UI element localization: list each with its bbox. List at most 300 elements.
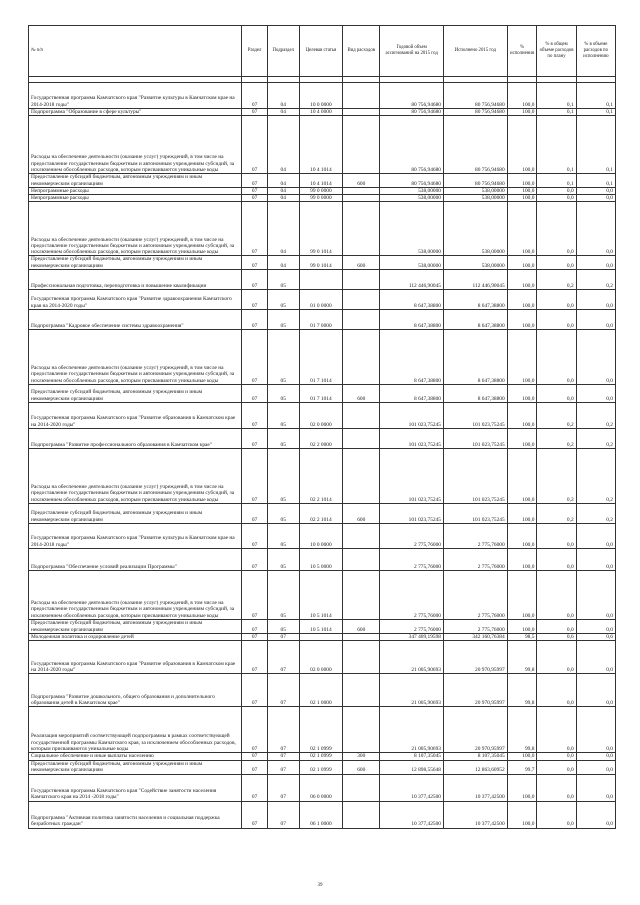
row-plan-cell: 112 446,90045 (380, 270, 444, 290)
row-name-cell: Государственная программа Камчатского края "Развитие образования в Камчатском крае на 2014-2020 годы" (29, 403, 242, 429)
row-vid-cell (343, 202, 380, 256)
row-percent-cell: 100,0 (507, 290, 537, 310)
row-vid-cell (343, 109, 380, 116)
row-razdel-cell: 07 (242, 310, 267, 330)
row-celevaya-cell: 10 5 1014 (299, 620, 343, 634)
table-row (29, 641, 616, 674)
table-body (29, 83, 616, 829)
row-name-cell: Подпрограмма "Образование в сфере культуры" (29, 109, 242, 116)
row-podrazdel-cell: 07 (267, 641, 299, 674)
row-share-executed-cell: 0,1 (576, 109, 615, 116)
row-name-cell: Молодежная политика и оздоровление детей (29, 634, 242, 641)
row-vid-cell (343, 641, 380, 674)
table-row (29, 549, 616, 571)
row-share-executed-cell: 0,0 (576, 549, 615, 571)
row-share-executed-cell: 0,2 (576, 449, 615, 504)
row-celevaya-cell: 10 4 1014 (299, 116, 343, 174)
row-share-plan-cell: 0,0 (537, 707, 576, 753)
header-share-executed: % в объеме расходов по исполнению (576, 26, 615, 77)
row-share-executed-cell: 0,2 (576, 504, 615, 524)
row-percent-cell: 100,0 (507, 109, 537, 116)
row-share-executed-cell: 0,0 (576, 524, 615, 549)
row-percent-cell: 99,7 (507, 760, 537, 774)
table-row (29, 753, 616, 760)
row-podrazdel-cell: 07 (267, 801, 299, 828)
row-plan-cell: 8 107,35045 (380, 753, 444, 760)
row-percent-cell: 99,8 (507, 707, 537, 753)
row-podrazdel-cell: 05 (267, 620, 299, 634)
row-celevaya-cell: 01 7 1014 (299, 330, 343, 385)
row-share-plan-cell: 0,0 (537, 674, 576, 707)
row-vid-cell (343, 801, 380, 828)
row-plan-cell: 2 775,76000 (380, 524, 444, 549)
row-name-cell: Реализация мероприятий соответствующей подпрограммы в рамках соответствующей государственной программы Камчатского края, за исключением обособленных расходов, которым присваиваются уникальные коды (29, 707, 242, 753)
table-row (29, 674, 616, 707)
row-vid-cell: 600 (343, 504, 380, 524)
row-celevaya-cell: 02 2 1014 (299, 449, 343, 504)
row-name-cell: Расходы на обеспечение деятельности (оказание услуг) учреждений, в том числе на предоставление государственным бюджетным и автономным учреждениям субсидий, за исключением обособленных расходов, которым присваиваются уникальные коды (29, 202, 242, 256)
row-podrazdel-cell: 07 (267, 674, 299, 707)
row-name-cell: Предоставление субсидий бюджетным, автономным учреждениям и иным некоммерческим организациям (29, 620, 242, 634)
row-plan-cell: 101 023,75245 (380, 403, 444, 429)
row-razdel-cell: 07 (242, 109, 267, 116)
row-executed-cell: 80 756,94680 (444, 83, 508, 109)
row-executed-cell: 342 160,76384 (444, 634, 508, 641)
row-vid-cell: 600 (343, 385, 380, 403)
row-name-cell: Социальное обеспечение и иные выплаты населению (29, 753, 242, 760)
row-podrazdel-cell: 05 (267, 524, 299, 549)
row-vid-cell (343, 429, 380, 449)
row-vid-cell: 600 (343, 620, 380, 634)
row-razdel-cell: 07 (242, 429, 267, 449)
row-share-executed-cell: 0,0 (576, 310, 615, 330)
row-share-executed-cell: 0,0 (576, 385, 615, 403)
row-executed-cell: 80 756,94680 (444, 109, 508, 116)
row-podrazdel-cell: 04 (267, 116, 299, 174)
table-row (29, 429, 616, 449)
row-name-cell: Предоставление субсидий бюджетным, автономным учреждениям и иным некоммерческим организациям (29, 385, 242, 403)
row-share-plan-cell: 0,0 (537, 571, 576, 620)
row-name-cell: Расходы на обеспечение деятельности (оказание услуг) учреждений, в том числе на предоставление государственным бюджетным и автономным учреждениям субсидий, за исключением обособленных расходов, которым присваиваются уникальные коды (29, 116, 242, 174)
row-razdel-cell: 07 (242, 753, 267, 760)
row-podrazdel-cell: 07 (267, 760, 299, 774)
row-share-plan-cell: 0,0 (537, 760, 576, 774)
row-share-plan-cell: 0,0 (537, 310, 576, 330)
row-razdel-cell: 07 (242, 620, 267, 634)
row-share-plan-cell: 0,1 (537, 83, 576, 109)
row-plan-cell: 10 377,42500 (380, 774, 444, 801)
row-executed-cell: 538,00000 (444, 256, 508, 270)
row-vid-cell (343, 116, 380, 174)
row-executed-cell: 8 647,38800 (444, 330, 508, 385)
row-executed-cell: 80 756,94680 (444, 174, 508, 188)
header-vid-rashodov: Вид расходов (343, 26, 380, 77)
row-vid-cell: 300 (343, 753, 380, 760)
row-vid-cell (343, 330, 380, 385)
row-razdel-cell: 07 (242, 571, 267, 620)
row-celevaya-cell: 99 0 0000 (299, 195, 343, 202)
row-percent-cell: 100,0 (507, 774, 537, 801)
row-share-executed-cell: 0,1 (576, 116, 615, 174)
row-podrazdel-cell: 05 (267, 449, 299, 504)
row-share-executed-cell: 0,0 (576, 753, 615, 760)
row-executed-cell: 101 023,75245 (444, 504, 508, 524)
row-plan-cell: 21 005,90693 (380, 707, 444, 753)
row-share-executed-cell: 0,0 (576, 571, 615, 620)
row-executed-cell: 2 775,76000 (444, 620, 508, 634)
row-plan-cell: 2 775,76000 (380, 549, 444, 571)
row-percent-cell: 100,0 (507, 403, 537, 429)
table-row (29, 774, 616, 801)
row-plan-cell: 80 756,94680 (380, 174, 444, 188)
row-percent-cell: 100,0 (507, 524, 537, 549)
row-celevaya-cell: 02 1 0999 (299, 707, 343, 753)
row-razdel-cell: 07 (242, 549, 267, 571)
row-share-executed-cell: 0,1 (576, 83, 615, 109)
row-percent-cell: 100,0 (507, 195, 537, 202)
table-row (29, 760, 616, 774)
table-row (29, 195, 616, 202)
row-podrazdel-cell: 05 (267, 270, 299, 290)
row-percent-cell: 100,0 (507, 256, 537, 270)
row-share-executed-cell: 0,1 (576, 174, 615, 188)
row-plan-cell: 21 005,90693 (380, 641, 444, 674)
page-number: 39 (317, 883, 323, 888)
row-celevaya-cell: 99 0 1014 (299, 256, 343, 270)
row-share-executed-cell: 0,0 (576, 801, 615, 828)
row-percent-cell: 98,5 (507, 634, 537, 641)
table-header-row (29, 26, 616, 77)
row-share-plan-cell: 0,0 (537, 202, 576, 256)
row-podrazdel-cell: 04 (267, 256, 299, 270)
row-executed-cell: 538,00000 (444, 202, 508, 256)
row-executed-cell: 101 023,75245 (444, 403, 508, 429)
row-podrazdel-cell: 05 (267, 385, 299, 403)
table-row (29, 109, 616, 116)
row-razdel-cell: 07 (242, 290, 267, 310)
header-plan-2015: Годовой объем ассигнований на 2015 год (380, 26, 444, 77)
header-share-plan: % в общем объеме расходов по плану (537, 26, 576, 77)
row-plan-cell: 101 023,75245 (380, 429, 444, 449)
row-share-executed-cell: 0,6 (576, 634, 615, 641)
row-share-executed-cell: 0,0 (576, 641, 615, 674)
row-share-plan-cell: 0,0 (537, 620, 576, 634)
row-plan-cell: 2 775,76000 (380, 620, 444, 634)
row-vid-cell (343, 707, 380, 753)
row-vid-cell (343, 290, 380, 310)
row-podrazdel-cell: 04 (267, 195, 299, 202)
row-executed-cell: 2 775,76000 (444, 549, 508, 571)
row-celevaya-cell: 10 0 0000 (299, 83, 343, 109)
row-share-plan-cell: 0,0 (537, 195, 576, 202)
row-razdel-cell: 07 (242, 83, 267, 109)
row-name-cell: Подпрограмма "Развитие дошкольного, общего образования и дополнительного образования детей в Камчатском крае" (29, 674, 242, 707)
row-executed-cell: 2 775,76000 (444, 571, 508, 620)
row-name-cell: Предоставление субсидий бюджетным, автономным учреждениям и иным некоммерческим организациям (29, 256, 242, 270)
budget-execution-table (28, 25, 616, 829)
row-podrazdel-cell: 05 (267, 504, 299, 524)
row-vid-cell (343, 571, 380, 620)
row-percent-cell: 100,0 (507, 83, 537, 109)
row-name-cell: Расходы на обеспечение деятельности (оказание услуг) учреждений, в том числе на предоставление государственным бюджетным и автономным учреждениям субсидий, за исключением обособленных расходов, которым присваиваются уникальные коды (29, 330, 242, 385)
row-name-cell: Предоставление субсидий бюджетным, автономным учреждениям и иным некоммерческим организациям (29, 174, 242, 188)
row-executed-cell: 8 647,38800 (444, 385, 508, 403)
row-celevaya-cell: 10 0 0000 (299, 524, 343, 549)
row-executed-cell: 112 446,90045 (444, 270, 508, 290)
row-share-plan-cell: 0,0 (537, 187, 576, 194)
row-plan-cell: 8 647,38800 (380, 385, 444, 403)
row-percent-cell: 100,0 (507, 270, 537, 290)
row-executed-cell: 101 023,75245 (444, 429, 508, 449)
row-razdel-cell: 07 (242, 524, 267, 549)
row-share-executed-cell: 0,0 (576, 620, 615, 634)
row-vid-cell (343, 674, 380, 707)
row-razdel-cell: 07 (242, 385, 267, 403)
row-name-cell: Профессиональная подготовка, переподготовка и повышение квалификации (29, 270, 242, 290)
row-executed-cell: 10 377,42500 (444, 774, 508, 801)
row-name-cell: Подпрограмма "Развитие профессионального образования в Камчатском крае" (29, 429, 242, 449)
row-celevaya-cell: 01 7 0000 (299, 310, 343, 330)
row-percent-cell: 100,0 (507, 174, 537, 188)
row-razdel-cell: 07 (242, 116, 267, 174)
row-name-cell: Государственная программа Камчатского края "Развитие здравоохранения Камчатского края на 2014-2020 годы" (29, 290, 242, 310)
row-plan-cell: 347 409,19598 (380, 634, 444, 641)
row-share-plan-cell: 0,1 (537, 174, 576, 188)
row-vid-cell (343, 774, 380, 801)
row-percent-cell: 100,0 (507, 385, 537, 403)
table-row (29, 403, 616, 429)
row-share-plan-cell: 0,0 (537, 524, 576, 549)
header-celevaya-statya: Целевая статья (299, 26, 343, 77)
row-executed-cell: 8 647,38800 (444, 290, 508, 310)
row-percent-cell: 100,0 (507, 620, 537, 634)
row-share-plan-cell: 0,2 (537, 270, 576, 290)
row-percent-cell: 100,0 (507, 504, 537, 524)
row-share-plan-cell: 0,0 (537, 774, 576, 801)
row-celevaya-cell: 10 5 0000 (299, 549, 343, 571)
row-executed-cell: 538,00000 (444, 195, 508, 202)
row-executed-cell: 2 775,76000 (444, 524, 508, 549)
row-podrazdel-cell: 04 (267, 83, 299, 109)
row-plan-cell: 21 005,90693 (380, 674, 444, 707)
row-celevaya-cell: 06 1 0000 (299, 801, 343, 828)
row-percent-cell: 100,0 (507, 116, 537, 174)
row-podrazdel-cell: 05 (267, 330, 299, 385)
row-percent-cell: 100,0 (507, 449, 537, 504)
row-razdel-cell: 07 (242, 504, 267, 524)
row-celevaya-cell: 02 1 0999 (299, 753, 343, 760)
row-vid-cell (343, 83, 380, 109)
row-plan-cell: 538,00000 (380, 195, 444, 202)
row-share-executed-cell: 0,0 (576, 674, 615, 707)
row-name-cell: Государственная программа Камчатского края "Развитие культуры в Камчатском крае на 2014-2018 годы" (29, 524, 242, 549)
row-name-cell: Подпрограмма "Кадровое обеспечение системы здравоохранения" (29, 310, 242, 330)
row-celevaya-cell: 10 4 0000 (299, 109, 343, 116)
row-vid-cell (343, 549, 380, 571)
row-vid-cell (343, 449, 380, 504)
row-plan-cell: 2 775,76000 (380, 571, 444, 620)
row-name-cell: Предоставление субсидий бюджетным, автономным учреждениям и иным некоммерческим организациям (29, 760, 242, 774)
row-razdel-cell: 07 (242, 707, 267, 753)
row-razdel-cell: 07 (242, 403, 267, 429)
row-name-cell: Непрограммные расходы (29, 195, 242, 202)
row-percent-cell: 100,0 (507, 429, 537, 449)
row-plan-cell: 538,00000 (380, 202, 444, 256)
row-celevaya-cell: 06 0 0000 (299, 774, 343, 801)
row-share-plan-cell: 0,2 (537, 403, 576, 429)
table-row (29, 330, 616, 385)
row-executed-cell: 538,00000 (444, 187, 508, 194)
row-podrazdel-cell: 04 (267, 109, 299, 116)
row-razdel-cell: 07 (242, 801, 267, 828)
row-name-cell: Расходы на обеспечение деятельности (оказание услуг) учреждений, в том числе на предоставление государственным бюджетным и автономным учреждениям субсидий, за исключением обособленных расходов, которым присваиваются уникальные коды (29, 449, 242, 504)
row-vid-cell: 600 (343, 174, 380, 188)
row-plan-cell: 80 756,94680 (380, 109, 444, 116)
row-celevaya-cell: 01 7 1014 (299, 385, 343, 403)
row-name-cell: Подпрограмма "Обеспечение условий реализации Программы" (29, 549, 242, 571)
row-podrazdel-cell: 05 (267, 310, 299, 330)
row-podrazdel-cell: 05 (267, 549, 299, 571)
row-celevaya-cell: 02 1 0000 (299, 674, 343, 707)
row-razdel-cell: 07 (242, 187, 267, 194)
table-row (29, 385, 616, 403)
row-percent-cell: 100,0 (507, 310, 537, 330)
row-celevaya-cell: 02 2 1014 (299, 504, 343, 524)
table-row (29, 187, 616, 194)
row-razdel-cell: 07 (242, 674, 267, 707)
row-podrazdel-cell: 04 (267, 174, 299, 188)
row-share-plan-cell: 0,2 (537, 504, 576, 524)
row-name-cell: Расходы на обеспечение деятельности (оказание услуг) учреждений, в том числе на предоставление государственным бюджетным и автономным учреждениям субсидий, за исключением обособленных расходов, которым присваиваются уникальные коды (29, 571, 242, 620)
table-row (29, 620, 616, 634)
row-plan-cell: 80 756,94680 (380, 116, 444, 174)
row-executed-cell: 20 970,95997 (444, 674, 508, 707)
row-celevaya-cell: 99 0 1014 (299, 202, 343, 256)
row-executed-cell: 20 970,95997 (444, 641, 508, 674)
row-executed-cell: 8 647,38800 (444, 310, 508, 330)
row-plan-cell: 101 023,75245 (380, 504, 444, 524)
row-share-plan-cell: 0,0 (537, 801, 576, 828)
row-executed-cell: 101 023,75245 (444, 449, 508, 504)
row-name-cell: Государственная программа Камчатского края "Развитие культуры в Камчатском крае на 2014-2018 годы" (29, 83, 242, 109)
row-share-executed-cell: 0,0 (576, 256, 615, 270)
table-row (29, 524, 616, 549)
row-percent-cell: 100,0 (507, 187, 537, 194)
row-vid-cell: 600 (343, 256, 380, 270)
row-plan-cell: 80 756,94680 (380, 83, 444, 109)
row-percent-cell: 100,0 (507, 571, 537, 620)
row-share-executed-cell: 0,2 (576, 403, 615, 429)
row-share-plan-cell: 0,1 (537, 116, 576, 174)
row-plan-cell: 12 898,55648 (380, 760, 444, 774)
row-podrazdel-cell: 07 (267, 634, 299, 641)
table-row (29, 83, 616, 109)
table-row (29, 571, 616, 620)
row-razdel-cell: 07 (242, 634, 267, 641)
row-podrazdel-cell: 05 (267, 403, 299, 429)
row-share-executed-cell: 0,0 (576, 760, 615, 774)
table-row (29, 707, 616, 753)
row-plan-cell: 8 647,38800 (380, 330, 444, 385)
header-name: № п/п (29, 26, 242, 77)
row-name-cell: Государственная программа Камчатского края "Развитие образования в Камчатском крае на 2014-2020 годы" (29, 641, 242, 674)
row-percent-cell: 100,0 (507, 753, 537, 760)
row-plan-cell: 8 647,38800 (380, 310, 444, 330)
row-podrazdel-cell: 04 (267, 202, 299, 256)
row-podrazdel-cell: 07 (267, 753, 299, 760)
row-share-executed-cell: 0,0 (576, 202, 615, 256)
row-podrazdel-cell: 05 (267, 429, 299, 449)
row-executed-cell: 80 756,94680 (444, 116, 508, 174)
row-share-executed-cell: 0,0 (576, 195, 615, 202)
row-podrazdel-cell: 05 (267, 571, 299, 620)
row-celevaya-cell: 02 0 0000 (299, 403, 343, 429)
row-share-executed-cell: 0,0 (576, 330, 615, 385)
row-share-executed-cell: 0,2 (576, 270, 615, 290)
row-vid-cell (343, 270, 380, 290)
row-share-plan-cell: 0,0 (537, 753, 576, 760)
row-name-cell: Государственная программа Камчатского края "Содействие занятости населения Камчатского края на 2014 -2018 годы" (29, 774, 242, 801)
row-razdel-cell: 07 (242, 195, 267, 202)
row-percent-cell: 99,8 (507, 674, 537, 707)
budget-table-sheet (28, 25, 616, 829)
row-podrazdel-cell: 05 (267, 290, 299, 310)
row-share-plan-cell: 0,0 (537, 290, 576, 310)
table-row (29, 256, 616, 270)
row-vid-cell (343, 187, 380, 194)
row-razdel-cell: 07 (242, 256, 267, 270)
row-celevaya-cell: 10 5 1014 (299, 571, 343, 620)
row-share-executed-cell: 0,0 (576, 187, 615, 194)
row-celevaya-cell: 99 0 0000 (299, 187, 343, 194)
row-razdel-cell: 07 (242, 449, 267, 504)
row-percent-cell: 100,0 (507, 549, 537, 571)
row-percent-cell: 100,0 (507, 202, 537, 256)
row-vid-cell: 600 (343, 760, 380, 774)
row-share-plan-cell: 0,0 (537, 385, 576, 403)
row-vid-cell (343, 310, 380, 330)
row-vid-cell (343, 195, 380, 202)
header-executed-2015: Исполнено 2015 год (444, 26, 508, 77)
table-row (29, 504, 616, 524)
row-razdel-cell: 07 (242, 641, 267, 674)
row-podrazdel-cell: 07 (267, 774, 299, 801)
row-share-executed-cell: 0,0 (576, 290, 615, 310)
row-celevaya-cell: 02 1 0999 (299, 760, 343, 774)
table-row (29, 174, 616, 188)
row-plan-cell: 10 377,42500 (380, 801, 444, 828)
row-celevaya-cell (299, 270, 343, 290)
row-plan-cell: 538,00000 (380, 187, 444, 194)
row-executed-cell: 12 863,60952 (444, 760, 508, 774)
row-share-executed-cell: 0,2 (576, 429, 615, 449)
row-share-plan-cell: 0,0 (537, 641, 576, 674)
row-percent-cell: 99,8 (507, 641, 537, 674)
row-vid-cell (343, 403, 380, 429)
row-percent-cell: 100,0 (507, 801, 537, 828)
row-plan-cell: 538,00000 (380, 256, 444, 270)
row-executed-cell: 10 377,42500 (444, 801, 508, 828)
header-percent-executed: % исполнения (507, 26, 537, 77)
row-celevaya-cell: 02 2 0000 (299, 429, 343, 449)
row-executed-cell: 8 107,35045 (444, 753, 508, 760)
row-vid-cell (343, 524, 380, 549)
table-row (29, 270, 616, 290)
row-share-plan-cell: 0,0 (537, 256, 576, 270)
row-razdel-cell: 07 (242, 760, 267, 774)
row-name-cell: Подпрограмма "Активная политика занятости населения и социальная поддержка безработных граждан" (29, 801, 242, 828)
table-row (29, 202, 616, 256)
